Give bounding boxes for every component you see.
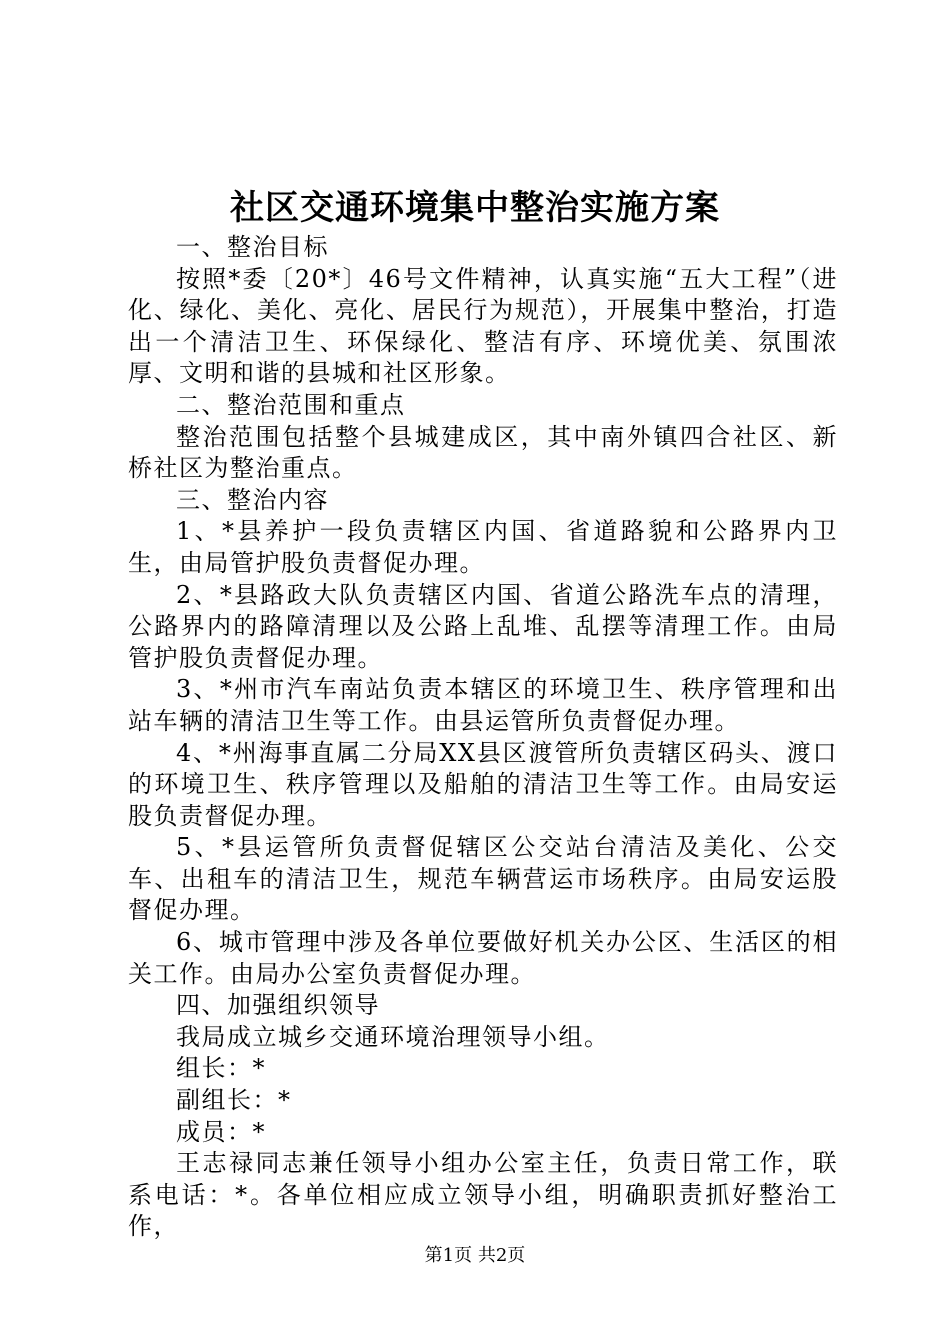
page-number: 第1页 共2页 bbox=[424, 1245, 526, 1266]
members-line: 成员：* bbox=[176, 1117, 266, 1146]
paragraph-goal: 按照*委〔20*〕46号文件精神，认真实施“五大工程”（进化、绿化、美化、亮化、居民行为规范），开展集中整治，打造出一个清洁卫生、环保绿化、整洁有序、环境优美、氛围浓厚、文明和谐的县城和社区形象。 bbox=[128, 264, 838, 388]
section-heading-content: 三、整治内容 bbox=[176, 485, 329, 514]
deputy-leader-line: 副组长：* bbox=[176, 1086, 292, 1115]
leader-line: 组长：* bbox=[176, 1054, 266, 1083]
list-item-1: 1、*县养护一段负责辖区内国、省道路貌和公路界内卫生，由局管护股负责督促办理。 bbox=[128, 517, 838, 577]
paragraph-scope: 整治范围包括整个县城建成区，其中南外镇四合社区、新桥社区为整治重点。 bbox=[128, 422, 838, 483]
list-item-5: 5、*县运管所负责督促辖区公交站台清洁及美化、公交车、出租车的清洁卫生，规范车辆营运市场秩序。由局安运股督促办理。 bbox=[128, 833, 838, 925]
list-item-4: 4、*州海事直属二分局XX县区渡管所负责辖区码头、渡口的环境卫生、秩序管理以及船舶的清洁卫生等工作。由局安运股负责督促办理。 bbox=[128, 738, 838, 830]
section-heading-goal: 一、整治目标 bbox=[176, 233, 329, 261]
list-item-2: 2、*县路政大队负责辖区内国、省道公路洗车点的清理，公路界内的路障清理以及公路上乱堆、乱摆等清理工作。由局管护股负责督促办理。 bbox=[128, 580, 838, 672]
list-item-3: 3、*州市汽车南站负责本辖区的环境卫生、秩序管理和出站车辆的清洁卫生等工作。由县运管所负责督促办理。 bbox=[128, 675, 838, 735]
document-title: 社区交通环境集中整治实施方案 bbox=[230, 188, 720, 228]
paragraph-leadership: 我局成立城乡交通环境治理领导小组。 bbox=[176, 1022, 610, 1051]
section-heading-scope: 二、整治范围和重点 bbox=[176, 390, 406, 419]
section-heading-leadership: 四、加强组织领导 bbox=[176, 991, 380, 1020]
document-body bbox=[128, 232, 838, 1243]
paragraph-office: 王志禄同志兼任领导小组办公室主任，负责日常工作，联系电话：*。各单位相应成立领导小组，明确职责抓好整治工作， bbox=[128, 1149, 838, 1241]
list-item-6: 6、城市管理中涉及各单位要做好机关办公区、生活区的相关工作。由局办公室负责督促办理。 bbox=[128, 928, 838, 988]
